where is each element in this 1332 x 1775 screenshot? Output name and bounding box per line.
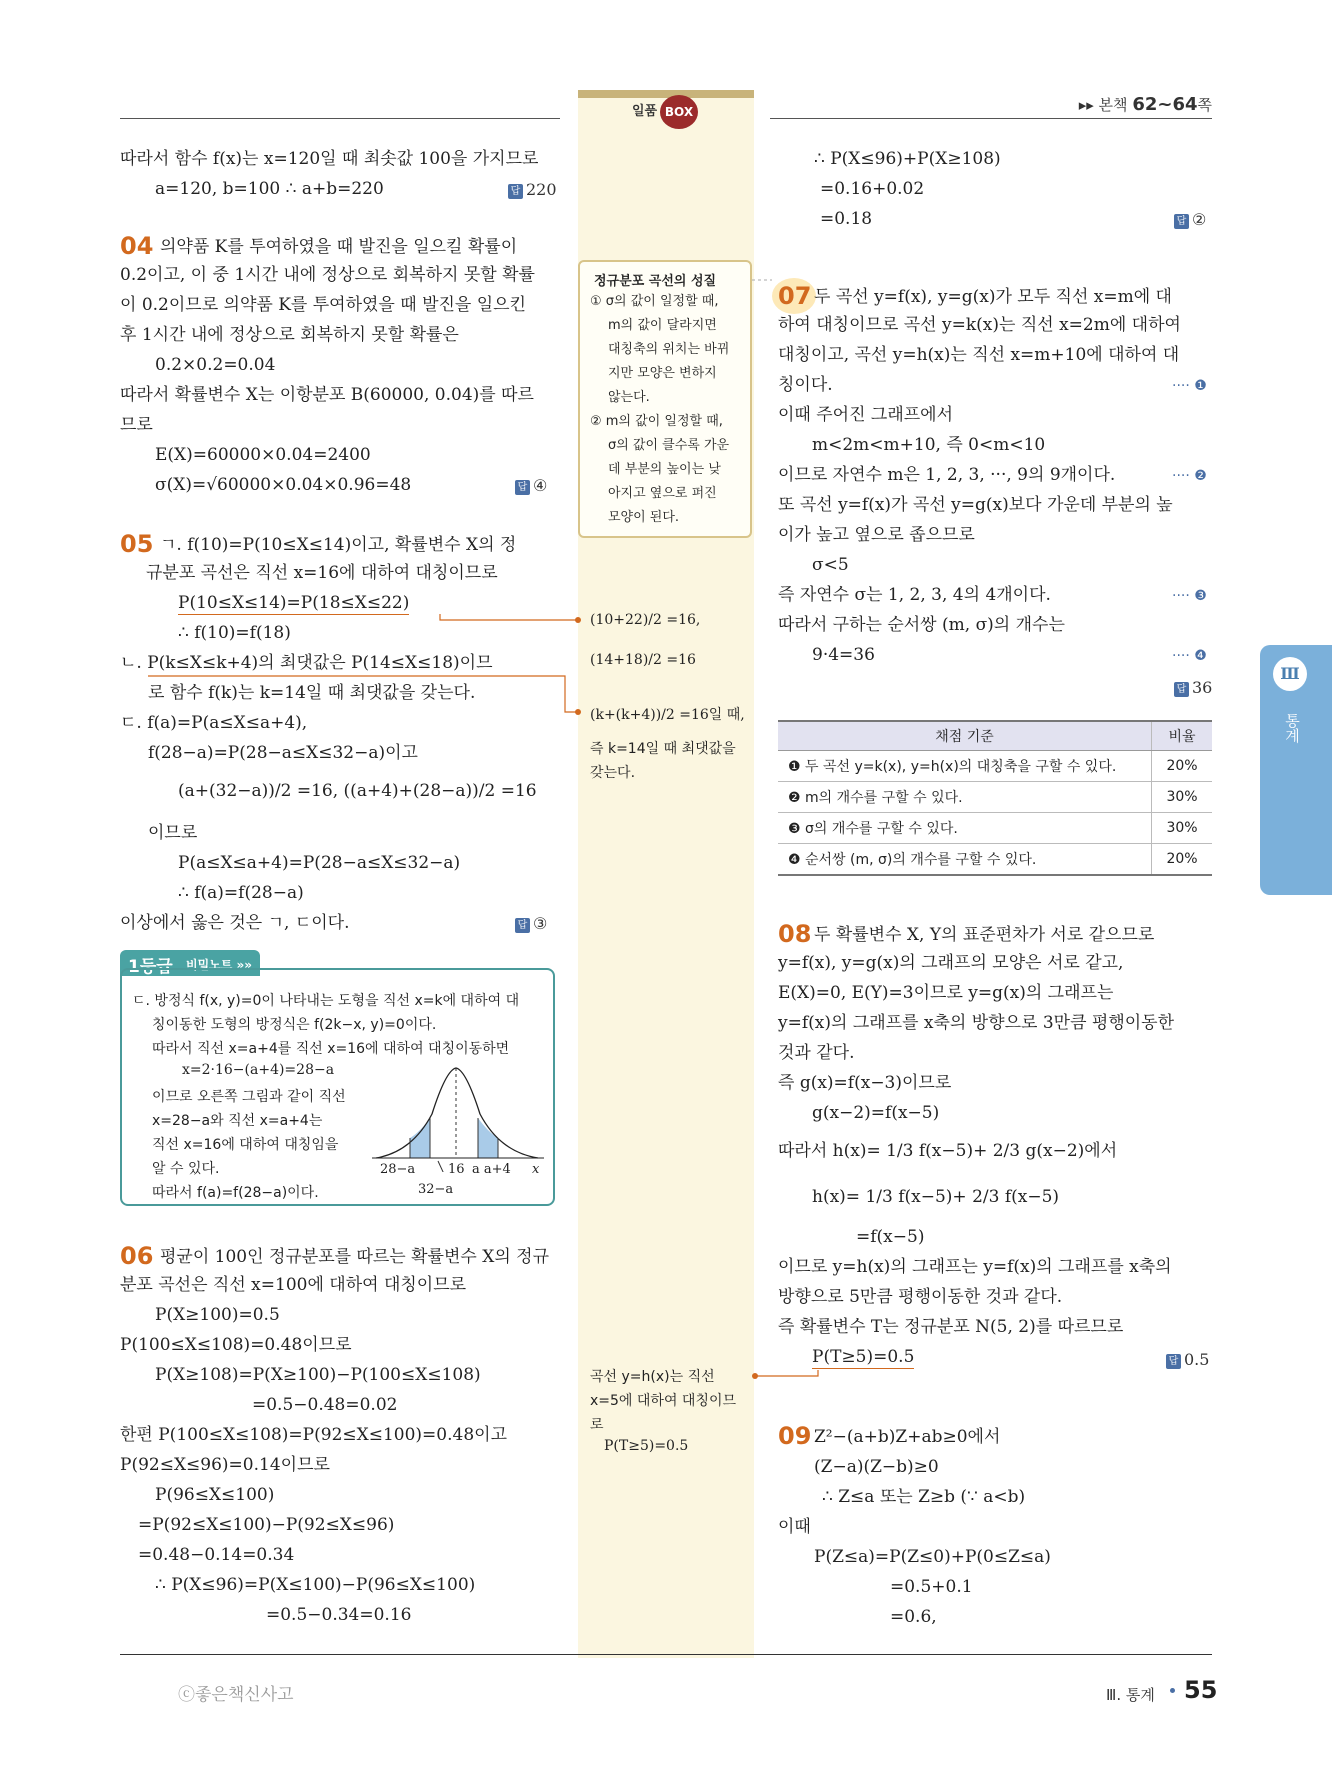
text-line: P(Z≤a)=P(Z≤0)+P(0≤Z≤a) xyxy=(814,1547,1051,1567)
text-line: 대칭이고, 곡선 y=h(x)는 직선 x=m+10에 대하여 대 xyxy=(778,345,1180,365)
text-line: 의약품 K를 투여하였을 때 발진을 일으킬 확률이 xyxy=(160,237,518,257)
text-line: E(X)=0, E(Y)=3이므로 y=g(x)의 그래프는 xyxy=(778,983,1114,1003)
note-text: 칭이동한 도형의 방정식은 f(2k−x, y)=0이다. xyxy=(152,1017,437,1033)
table-cell: 30% xyxy=(1152,813,1213,844)
text-line: 한편 P(100≤X≤108)=P(92≤X≤100)=0.48이고 xyxy=(120,1425,507,1445)
side-note: 로 xyxy=(590,1417,604,1433)
text-line: h(x)= 1/3 f(x−5)+ 2/3 f(x−5) xyxy=(812,1187,1060,1207)
answer-value: 36 xyxy=(1192,678,1213,697)
text-line: 즉 확률변수 T는 정규분포 N(5, 2)를 따르므로 xyxy=(778,1317,1124,1337)
box-badge: BOX xyxy=(660,95,698,129)
box-text: ② m의 값이 일정할 때, xyxy=(590,414,723,429)
text-line: 평균이 100인 정규분포를 따르는 확률변수 X의 정규 xyxy=(160,1247,549,1267)
step-marker: ···· ❹ xyxy=(1172,648,1207,664)
secret-label: 비밀노트 »» xyxy=(186,958,253,972)
text-line: P(a≤X≤a+4)=P(28−a≤X≤32−a) xyxy=(178,853,461,873)
answer xyxy=(1166,1350,1209,1369)
answer-icon: 답 xyxy=(508,184,523,199)
text-line: 칭이다. xyxy=(778,375,833,395)
step-marker: ···· ❷ xyxy=(1172,468,1207,484)
side-note: (k+(k+4))/2 =16일 때, xyxy=(590,707,745,723)
secret-grade-tag: 1등급 xyxy=(128,957,173,977)
answer-value: ② xyxy=(1192,210,1207,229)
note-text: ㄷ. 방정식 f(x, y)=0이 나타내는 도형을 직선 x=k에 대하여 대 xyxy=(132,993,520,1009)
answer-icon: 답 xyxy=(515,918,530,933)
ref-prefix: ▸▸ 본책 xyxy=(1078,96,1128,114)
problem-number: 09 xyxy=(778,1422,812,1450)
text-line: 하여 대칭이므로 곡선 y=k(x)는 직선 x=2m에 대하여 xyxy=(778,315,1181,335)
box-text: 모양이 된다. xyxy=(608,510,680,525)
text-line: 0.2이고, 이 중 1시간 내에 정상으로 회복하지 못할 확률 xyxy=(120,265,535,285)
graph-label: x xyxy=(532,1162,540,1177)
text-line: a=120, b=100 ∴ a+b=220 xyxy=(155,179,384,199)
table-cell: ❹ 순서쌍 (m, σ)의 개수를 구할 수 있다. xyxy=(778,844,1152,876)
box-text: 않는다. xyxy=(608,390,650,405)
answer-icon: 답 xyxy=(515,480,530,495)
table-cell: ❸ σ의 개수를 구할 수 있다. xyxy=(778,813,1152,844)
text-line: 므로 xyxy=(120,415,153,435)
answer-icon: 답 xyxy=(1174,682,1189,697)
text-line: g(x−2)=f(x−5) xyxy=(812,1103,940,1123)
note-text: 따라서 직선 x=a+4를 직선 x=16에 대하여 대칭이동하면 xyxy=(152,1041,510,1057)
answer-icon: 답 xyxy=(1174,214,1189,229)
text-line: 이상에서 옳은 것은 ㄱ, ㄷ이다. xyxy=(120,913,350,933)
side-note: 곡선 y=h(x)는 직선 xyxy=(590,1369,715,1385)
text-line: 또 곡선 y=f(x)가 곡선 y=g(x)보다 가운데 부분의 높 xyxy=(778,495,1173,515)
problem-number: 04 xyxy=(120,232,154,260)
text-line: (Z−a)(Z−b)≥0 xyxy=(814,1457,939,1477)
text-line: 따라서 h(x)= 1/3 f(x−5)+ 2/3 g(x−2)에서 xyxy=(778,1141,1118,1161)
publisher: ⓒ좋은책신사고 xyxy=(178,1685,294,1705)
box-text: ① σ의 값이 일정할 때, xyxy=(590,294,719,309)
text-line: ㄷ. f(a)=P(a≤X≤a+4), xyxy=(120,713,308,733)
text-line: 방향으로 5만큼 평행이동한 것과 같다. xyxy=(778,1287,1063,1307)
text-line: ∴ f(10)=f(18) xyxy=(178,623,291,643)
chapter-label: 통계 xyxy=(1283,713,1301,743)
side-note: 즉 k=14일 때 최댓값을 xyxy=(590,741,736,757)
text-line: =0.18 xyxy=(820,209,873,229)
box-title: 일품 xyxy=(632,104,658,119)
text-line: f(28−a)=P(28−a≤X≤32−a)이고 xyxy=(148,743,418,763)
text-line: ∴ f(a)=f(28−a) xyxy=(178,883,304,903)
note-text: 직선 x=16에 대하여 대칭임을 xyxy=(152,1137,339,1153)
page-number: 55 xyxy=(1184,1676,1218,1704)
note-text: 따라서 f(a)=f(28−a)이다. xyxy=(152,1185,319,1201)
graph-label: 32−a xyxy=(418,1182,454,1197)
table-row xyxy=(778,782,1212,813)
box-text: 데 부분의 높이는 낮 xyxy=(608,462,721,477)
box-heading: 정규분포 곡선의 성질 xyxy=(594,274,717,289)
table-cell: 20% xyxy=(1152,844,1213,876)
answer xyxy=(1174,678,1212,697)
text-line: ㄱ. f(10)=P(10≤X≤14)이고, 확률변수 X의 정 xyxy=(160,535,517,555)
text-line: 두 확률변수 X, Y의 표준편차가 서로 같으므로 xyxy=(814,925,1155,945)
text-line: =0.48−0.14=0.34 xyxy=(138,1545,295,1565)
text-line: P(100≤X≤108)=0.48이므로 xyxy=(120,1335,352,1355)
text-line: =0.5−0.48=0.02 xyxy=(252,1395,398,1415)
text-line: 이므로 자연수 m은 1, 2, 3, ···, 9의 9개이다. xyxy=(778,465,1116,485)
text-line: P(92≤X≤96)=0.14이므로 xyxy=(120,1455,330,1475)
grading-table xyxy=(778,720,1212,876)
problem-number: 08 xyxy=(778,920,812,948)
text-line: 9·4=36 xyxy=(812,645,875,665)
step-marker: ···· ❶ xyxy=(1172,378,1207,394)
table-cell: 20% xyxy=(1152,751,1213,782)
table-row xyxy=(778,844,1212,876)
graph-label: 16 xyxy=(448,1162,465,1177)
table-cell: ❶ 두 곡선 y=k(x), y=h(x)의 대칭축을 구할 수 있다. xyxy=(778,751,1152,782)
ref-suffix: 쪽 xyxy=(1197,96,1212,114)
text-line: =0.5+0.1 xyxy=(890,1577,973,1597)
graph-label: 28−a xyxy=(380,1162,416,1177)
text-line: 이때 주어진 그래프에서 xyxy=(778,405,954,425)
text-line: P(10≤X≤14)=P(18≤X≤22) xyxy=(178,593,410,613)
text-line: Z²−(a+b)Z+ab≥0에서 xyxy=(814,1427,1001,1447)
text-line: =0.16+0.02 xyxy=(820,179,925,199)
table-header: 채점 기준 xyxy=(778,721,1152,751)
table-row xyxy=(778,813,1212,844)
box-text: m의 값이 달라지면 xyxy=(608,318,717,333)
footer-dot xyxy=(1170,1688,1175,1693)
text-line: 것과 같다. xyxy=(778,1043,855,1063)
text-line: (a+(32−a))/2 =16, ((a+4)+(28−a))/2 =16 xyxy=(178,781,537,801)
text-line: 이때 xyxy=(778,1517,811,1537)
note-text: x=2·16−(a+4)=28−a xyxy=(182,1062,335,1078)
text-line: 이가 높고 옆으로 좁으므로 xyxy=(778,525,975,545)
text-line: y=f(x), y=g(x)의 그래프의 모양은 서로 같고, xyxy=(778,953,1124,973)
footer-section: Ⅲ. 통계 xyxy=(1106,1686,1155,1704)
text-line: 따라서 구하는 순서쌍 (m, σ)의 개수는 xyxy=(778,615,1065,635)
text-line: 이므로 y=h(x)의 그래프는 y=f(x)의 그래프를 x축의 xyxy=(778,1257,1172,1277)
text-line: ㄴ. P(k≤X≤k+4)의 최댓값은 P(14≤X≤18)이므 xyxy=(120,653,493,673)
text-line: σ(X)=√60000×0.04×0.96=48 xyxy=(155,475,412,495)
text-line: y=f(x)의 그래프를 x축의 방향으로 3만큼 평행이동한 xyxy=(778,1013,1175,1033)
text-line: P(X≥100)=0.5 xyxy=(155,1305,280,1325)
table-cell: ❷ m의 개수를 구할 수 있다. xyxy=(778,782,1152,813)
text-line: =P(92≤X≤100)−P(92≤X≤96) xyxy=(138,1515,395,1535)
text-line: 로 함수 f(k)는 k=14일 때 최댓값을 갖는다. xyxy=(148,683,476,703)
text-line: σ<5 xyxy=(812,555,849,575)
text-line: 분포 곡선은 직선 x=100에 대하여 대칭이므로 xyxy=(120,1275,467,1295)
text-line: 규분포 곡선은 직선 x=16에 대하여 대칭이므로 xyxy=(146,563,498,583)
table-row xyxy=(778,751,1212,782)
text-line: 즉 g(x)=f(x−3)이므로 xyxy=(778,1073,952,1093)
answer-value: 220 xyxy=(526,180,557,199)
text-line: P(X≥108)=P(X≥100)−P(100≤X≤108) xyxy=(155,1365,481,1385)
footer-rule xyxy=(120,1654,1212,1655)
table-header: 비율 xyxy=(1152,721,1213,751)
text-line: P(96≤X≤100) xyxy=(155,1485,275,1505)
chapter-side-tab[interactable] xyxy=(1260,645,1332,895)
text-line: 따라서 확률변수 X는 이항분포 B(60000, 0.04)를 따르 xyxy=(120,385,534,405)
box-text: 지만 모양은 변하지 xyxy=(608,366,717,381)
box-text: 대칭축의 위치는 바뀌 xyxy=(608,342,730,357)
answer-value: 0.5 xyxy=(1184,1350,1210,1369)
text-line: =0.6, xyxy=(890,1607,937,1627)
text-line: 두 곡선 y=f(x), y=g(x)가 모두 직선 x=m에 대 xyxy=(814,287,1172,307)
problem-number: 06 xyxy=(120,1242,154,1270)
text-line: ∴ Z≤a 또는 Z≥b (∵ a<b) xyxy=(822,1487,1026,1507)
text-line: E(X)=60000×0.04=2400 xyxy=(155,445,371,465)
side-note: x=5에 대하여 대칭이므 xyxy=(590,1393,737,1409)
step-marker: ···· ❸ xyxy=(1172,588,1207,604)
note-text: 이므로 오른쪽 그림과 같이 직선 xyxy=(152,1089,346,1105)
side-note: (14+18)/2 =16 xyxy=(590,652,696,668)
table-cell: 30% xyxy=(1152,782,1213,813)
text-line: =f(x−5) xyxy=(856,1227,925,1247)
graph-label: a a+4 xyxy=(472,1162,511,1177)
chapter-icon: Ⅲ xyxy=(1273,657,1307,691)
problem-number: 05 xyxy=(120,530,154,558)
text-line: 0.2×0.2=0.04 xyxy=(155,355,276,375)
answer-value: ③ xyxy=(533,914,548,933)
text-line: 이 0.2이므로 의약품 K를 투여하였을 때 발진을 일으킨 xyxy=(120,295,527,315)
text-line: 이므로 xyxy=(148,823,198,843)
text-line: =0.5−0.34=0.16 xyxy=(266,1605,412,1625)
text-line: 즉 자연수 σ는 1, 2, 3, 4의 4개이다. xyxy=(778,585,1051,605)
answer-value: ④ xyxy=(533,476,548,495)
answer xyxy=(1174,210,1206,229)
text-line: 후 1시간 내에 정상으로 회복하지 못할 확률은 xyxy=(120,325,459,345)
ref-pages: 62~64 xyxy=(1132,94,1198,115)
normal-curve-graph xyxy=(372,1062,548,1172)
note-text: x=28−a와 직선 x=a+4는 xyxy=(152,1113,323,1129)
side-note: P(T≥5)=0.5 xyxy=(604,1438,689,1454)
note-text: 알 수 있다. xyxy=(152,1161,220,1177)
box-text: 아지고 옆으로 퍼진 xyxy=(608,486,717,501)
text-line: 따라서 함수 f(x)는 x=120일 때 최솟값 100을 가지므로 xyxy=(120,149,539,169)
box-text: σ의 값이 클수록 가운 xyxy=(608,438,730,453)
problem-number: 07 xyxy=(778,282,812,310)
text-line: P(T≥5)=0.5 xyxy=(812,1347,915,1367)
side-note: (10+22)/2 =16, xyxy=(590,612,701,628)
text-line: m<2m<m+10, 즉 0<m<10 xyxy=(812,435,1046,455)
answer-icon: 답 xyxy=(1166,1354,1181,1369)
text-line: ∴ P(X≤96)=P(X≤100)−P(96≤X≤100) xyxy=(155,1575,476,1595)
table-header-row xyxy=(778,721,1212,751)
side-note: 갖는다. xyxy=(590,765,636,781)
text-line: ∴ P(X≤96)+P(X≥108) xyxy=(814,149,1001,169)
